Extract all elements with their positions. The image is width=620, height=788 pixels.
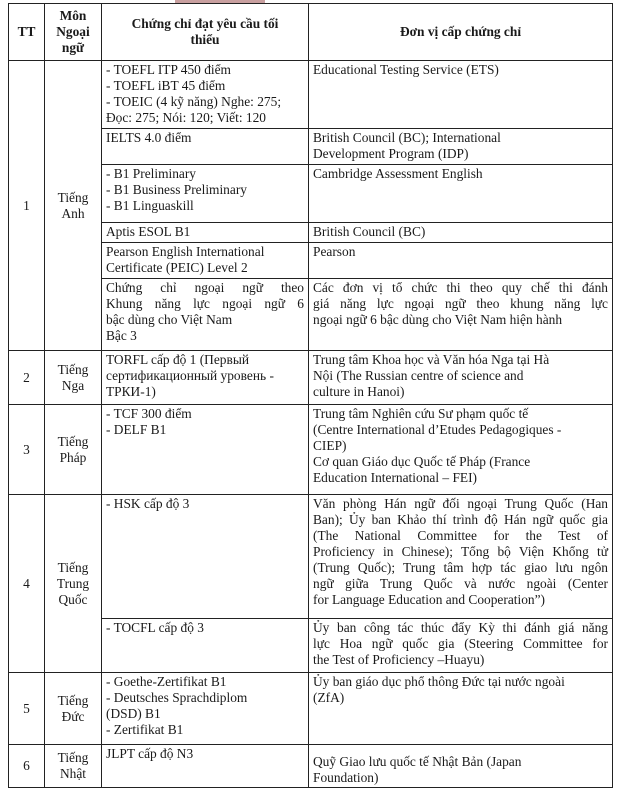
header-subject: Môn Ngoại ngữ xyxy=(45,4,102,61)
language-cell: Tiếng Đức xyxy=(45,673,102,745)
issuer-cell: Quỹ Giao lưu quốc tế Nhật Bản (Japan Foundation) xyxy=(309,745,613,788)
language-cell: Tiếng Trung Quốc xyxy=(45,495,102,673)
certificate-cell: - TOEFL ITP 450 điểm - TOEFL iBT 45 điểm - TOEIC (4 kỹ năng) Nghe: 275; Đọc: 275; Nói: 120; Viết: 120 xyxy=(102,61,309,129)
row-number: 5 xyxy=(9,673,45,745)
certificate-cell: - HSK cấp độ 3 xyxy=(102,495,309,619)
issuer-cell: Văn phòng Hán ngữ đối ngoại Trung Quốc (Han Ban); Ủy ban Khảo thí trình độ Hán ngữ quốc gia (The National Committee for the Test of Proficiency in Chinese); Tổng bộ Viện Khổng tử (Trung Quốc); Trung tâm hợp tác giao lưu ngôn ngữ giữa Trung Quốc và nước ngoài (Center for Language Education and Cooperation”) xyxy=(309,495,613,619)
certificate-cell: - TOCFL cấp độ 3 xyxy=(102,619,309,673)
language-cell: Tiếng Pháp xyxy=(45,405,102,495)
certificate-cell: Chứng chỉ ngoại ngữ theo Khung năng lực ngoại ngữ 6 bậc dùng cho Việt Nam Bậc 3 xyxy=(102,279,309,351)
issuer-cell: Trung tâm Khoa học và Văn hóa Nga tại Hà Nội (The Russian centre of science and culture in Hanoi) xyxy=(309,351,613,405)
header-row xyxy=(9,4,613,61)
certificate-cell: JLPT cấp độ N3 xyxy=(102,745,309,788)
issuer-cell: British Council (BC) xyxy=(309,223,613,243)
certificate-cell: Pearson English International Certificate (PEIC) Level 2 xyxy=(102,243,309,279)
row-number: 1 xyxy=(9,61,45,351)
row-number: 4 xyxy=(9,495,45,673)
issuer-cell: Các đơn vị tổ chức thi theo quy chế thi đánh giá năng lực ngoại ngữ theo khung năng lực ngoại ngữ 6 bậc dùng cho Việt Nam hiện hành xyxy=(309,279,613,351)
row-number: 3 xyxy=(9,405,45,495)
row-number: 2 xyxy=(9,351,45,405)
issuer-cell: Trung tâm Nghiên cứu Sư phạm quốc tế (Centre International d’Etudes Pedagogiques - CIEP) Cơ quan Giáo dục Quốc tế Pháp (France Education International – FEI) xyxy=(309,405,613,495)
header-issuer: Đơn vị cấp chứng chỉ xyxy=(309,4,613,61)
certificate-cell: - TCF 300 điểm - DELF B1 xyxy=(102,405,309,495)
issuer-cell: Educational Testing Service (ETS) xyxy=(309,61,613,129)
table-row xyxy=(9,351,613,405)
table-row xyxy=(9,495,613,619)
issuer-cell: British Council (BC); International Development Program (IDP) xyxy=(309,129,613,165)
header-tt: TT xyxy=(9,4,45,61)
certificate-cell: - B1 Preliminary - B1 Business Preliminary - B1 Linguaskill xyxy=(102,165,309,223)
language-cell: Tiếng Nga xyxy=(45,351,102,405)
certificate-cell: Aptis ESOL B1 xyxy=(102,223,309,243)
language-cell: Tiếng Nhật xyxy=(45,745,102,788)
certificate-cell: IELTS 4.0 điểm xyxy=(102,129,309,165)
certificate-table xyxy=(8,3,613,788)
table-row xyxy=(9,673,613,745)
issuer-cell: Cambridge Assessment English xyxy=(309,165,613,223)
table-row xyxy=(9,405,613,495)
row-number: 6 xyxy=(9,745,45,788)
certificate-cell: - Goethe-Zertifikat B1 - Deutsches Sprachdiplom (DSD) B1 - Zertifikat B1 xyxy=(102,673,309,745)
table-row xyxy=(9,61,613,129)
issuer-cell: Ủy ban giáo dục phổ thông Đức tại nước ngoài (ZfA) xyxy=(309,673,613,745)
header-certificate: Chứng chỉ đạt yêu cầu tối thiểu xyxy=(102,4,309,61)
issuer-cell: Ủy ban công tác thúc đẩy Kỳ thi đánh giá năng lực Hoa ngữ quốc gia (Steering Committee for the Test of Proficiency –Huayu) xyxy=(309,619,613,673)
language-cell: Tiếng Anh xyxy=(45,61,102,351)
issuer-cell: Pearson xyxy=(309,243,613,279)
certificate-cell: TORFL cấp độ 1 (Первый сертификационный уровень - ТРКИ-1) xyxy=(102,351,309,405)
table-row xyxy=(9,745,613,788)
